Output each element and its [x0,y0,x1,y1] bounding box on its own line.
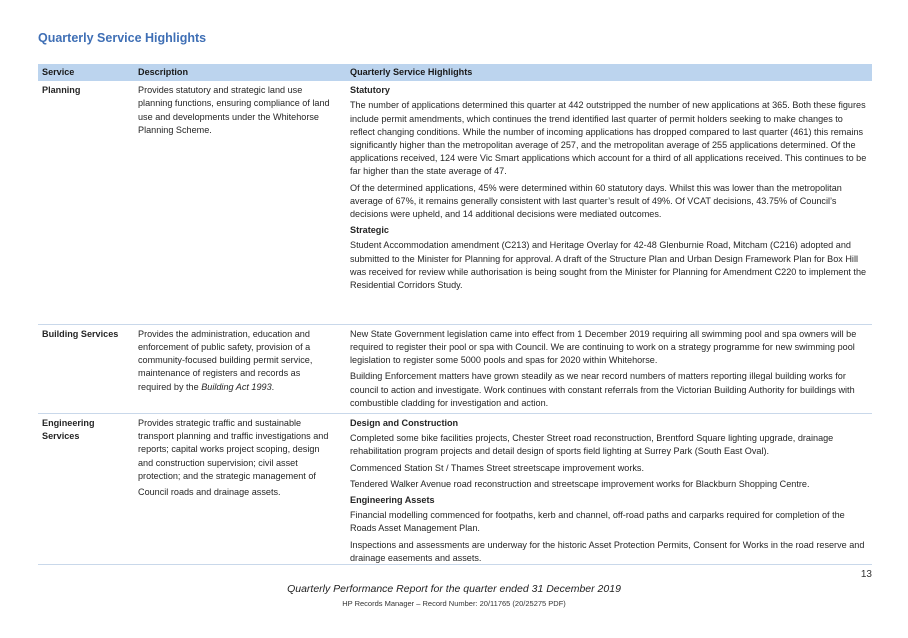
table-header-row [38,64,872,81]
footer-record-number: HP Records Manager – Record Number: 20/11765 (20/25275 PDF) [342,599,566,608]
service-highlights [346,81,872,324]
highlight-paragraph: Tendered Walker Avenue road reconstruction and streetscape improvement works for Blackburn Shopping Centre. [350,478,810,489]
header-service: Service [38,64,134,81]
service-description [134,413,346,577]
highlight-paragraph: Of the determined applications, 45% were determined within 60 statutory days. Whilst this was lower than the metropolitan average of 67%, it remains generally consistent with last quarter’s result of 49%. Of VCAT decisions, 43.75% of Council’s decisions were upheld, and 14 additional decisions were mediated outcomes. [350,182,842,220]
service-description [134,324,346,413]
section-heading: Strategic [350,225,389,236]
description-text-cont: Council roads and drainage assets. [138,486,281,497]
highlight-paragraph: Building Enforcement matters have grown steadily as we near record numbers of matters reporting illegal building works for council to action and investigate. Work continues with constant referrals from the Victorian Building Authority for buildings with combustible cladding for investigation and action. [350,371,855,408]
description-text: Provides the administration, education and enforcement of public safety, provision of a community-focused building permit service, maintenance of registers and records as required by the [138,328,313,392]
act-reference: Building Act 1993 [201,381,272,392]
table-row [38,81,872,324]
header-highlights: Quarterly Service Highlights [346,64,872,81]
section-heading: Design and Construction [350,417,459,428]
table-row [38,413,872,577]
highlight-paragraph: Student Accommodation amendment (C213) and Heritage Overlay for 42-48 Glenburnie Road, Mitcham (C216) adopted and submitted to the Minister for Planning for approval. A draft of the Structure Plan and Urban Design Framework Plan for Box Hill was received for review while authorisation is being sought from the Minister for Planning for Amendment C220 to implement the Residential Corridors Study. [350,240,867,291]
highlight-paragraph: Completed some bike facilities projects, Chester Street road reconstruction, Brentford Square lighting upgrade, drainage rehabilitation program projects and detail design of sports field lighting at Surrey Park (South East Oval). [350,433,834,457]
table-row [38,324,872,413]
highlight-paragraph: The number of applications determined this quarter at 442 outstripped the number of new applications at 365. Both these figures include permit amendments, which continues the trend identified last quarter of permit holders seeking to make changes to reflect changing conditions. While the number of incoming applications has dropped compared to last quarter (461) this remains significantly higher than the metropolitan average of 257, and the metropolitan average of 255 applications determined. Of the applications received, 124 were Vic Smart applications which account for a third of all applications received. This continues to be far higher than the state average of 47. [350,100,867,177]
service-highlights-table [38,64,872,577]
header-description: Description [134,64,346,81]
section-heading: Statutory [350,85,390,96]
page-number: 13 [860,569,872,580]
description-end: . [271,381,275,392]
highlight-paragraph: New State Government legislation came into effect from 1 December 2019 requiring all swimming pool and spa owners will be required to register their pool or spa with Council. We are continuing to work on a strategy programme for new swimming pool legislation to register some 5000 pools and spas for 2020 within Whitehorse. [350,328,857,366]
page-title: Quarterly Service Highlights [38,31,207,45]
service-description: Provides statutory and strategic land use planning functions, ensuring compliance of land use and developments under the Whitehorse Planning Scheme. [134,81,346,324]
service-name: Engineering Services [42,417,95,442]
description-text: Provides strategic traffic and sustainable transport planning and traffic investigations and reports; capital works project scoping, design and construction supervision; civil asset protection; and the strategic management of [138,417,329,481]
highlight-paragraph: Financial modelling commenced for footpaths, kerb and channel, off-road paths and carparks required for completion of the Roads Asset Management Plan. [350,510,845,534]
footer-report-title: Quarterly Performance Report for the quarter ended 31 December 2019 [287,583,621,595]
section-heading: Engineering Assets [350,494,435,505]
service-name: Building Services [38,324,134,413]
service-highlights [346,413,872,577]
highlight-paragraph: Inspections and assessments are underway for the historic Asset Protection Permits, Consent for Works in the road reserve and drainage easements and assets. [350,539,865,563]
service-name: Planning [38,81,134,324]
highlight-paragraph: Commenced Station St / Thames Street streetscape improvement works. [350,462,644,473]
footer-divider [38,564,872,565]
service-highlights [346,324,872,413]
